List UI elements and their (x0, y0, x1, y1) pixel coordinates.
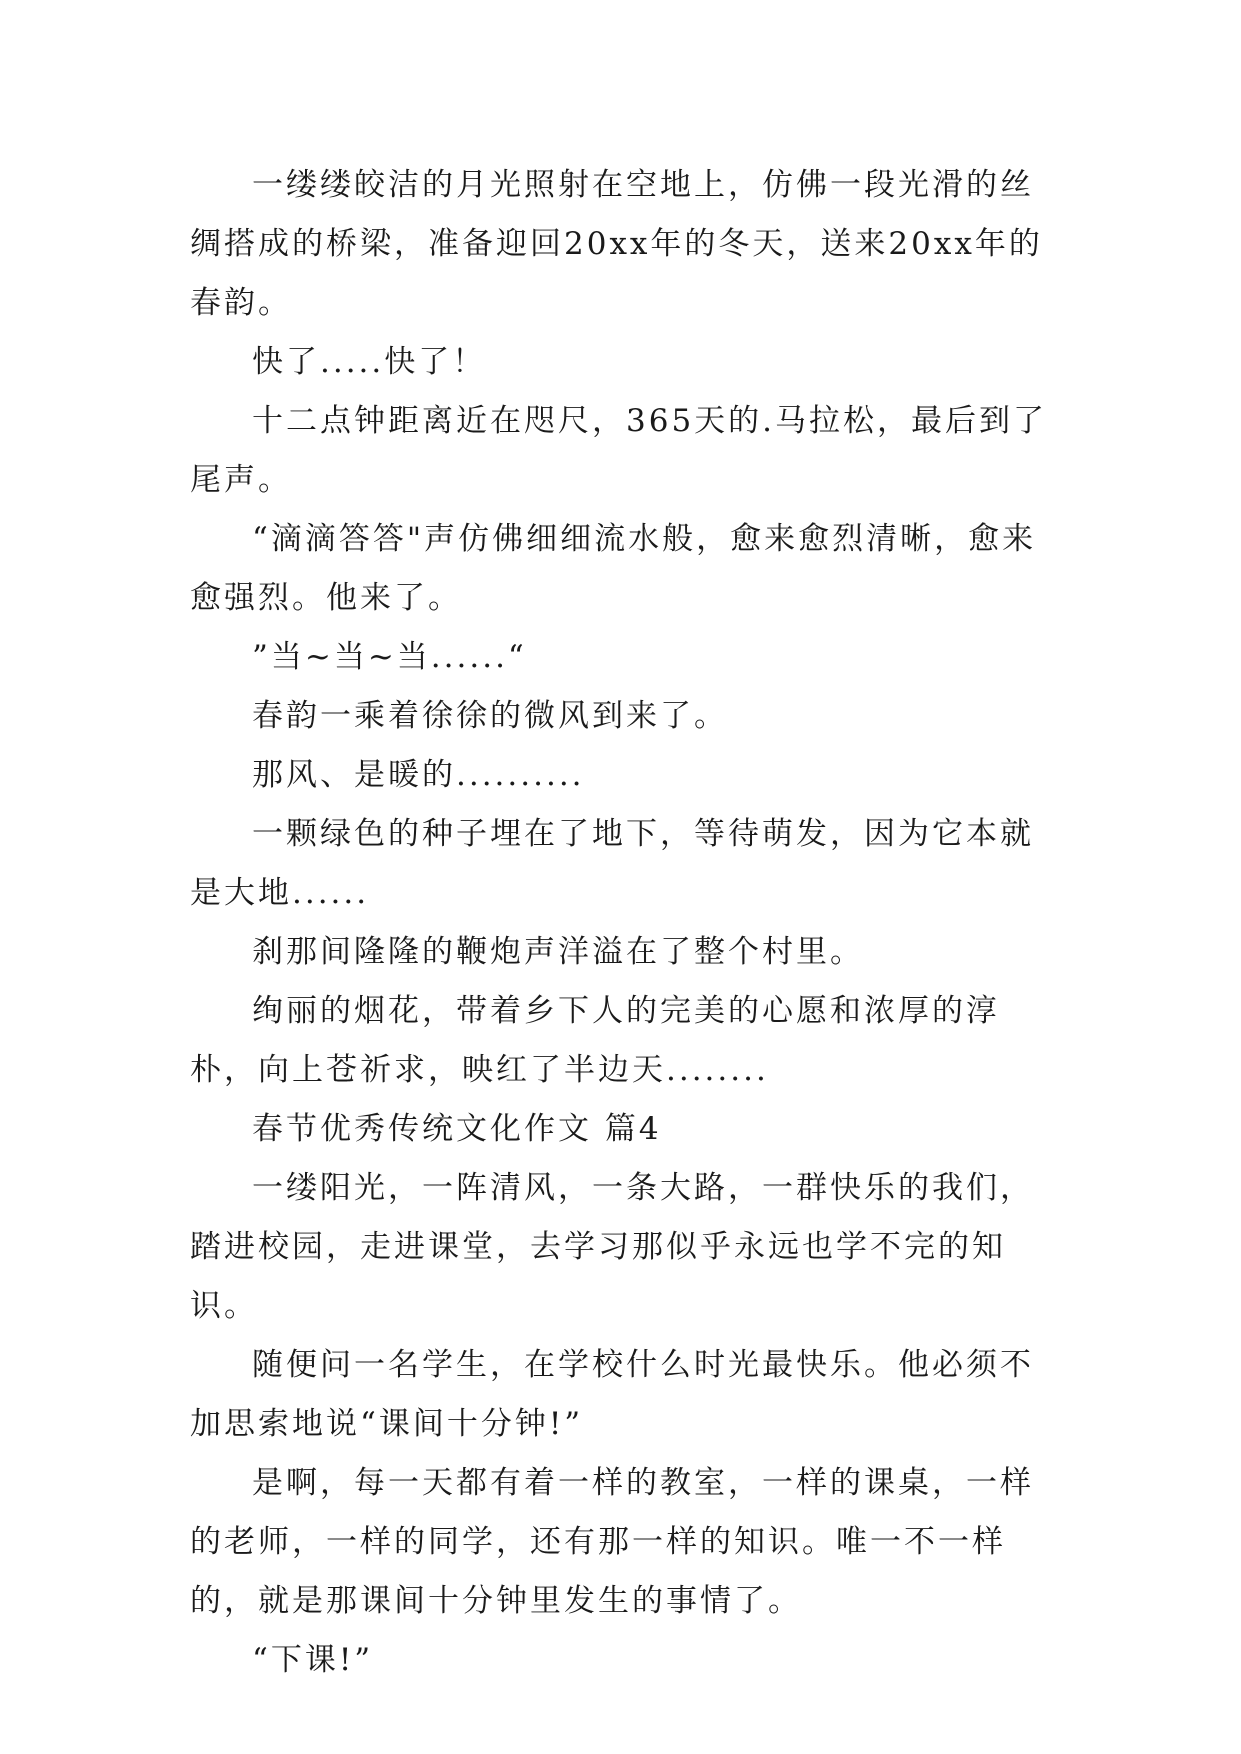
paragraph-soon: 快了.....快了！ (252, 344, 487, 380)
paragraph-midnight: 十二点钟距离近在咫尺，365天的.马拉松，最后到了尾声。 (190, 403, 1048, 498)
paragraph-firecrackers: 刹那间隆隆的鞭炮声洋溢在了整个村里。 (252, 934, 864, 970)
paragraph-spring-arrives: 春韵一乘着徐徐的微风到来了。 (252, 698, 728, 734)
paragraph-everyday: 是啊，每一天都有着一样的教室，一样的课桌，一样的老师，一样的同学，还有那一样的知识。唯一不一样的，就是那课间十分钟里发生的事情了。 (190, 1465, 1034, 1619)
paragraph-question: 随便问一名学生，在学校什么时光最快乐。他必须不加思索地说“课间十分钟!” (190, 1347, 1034, 1442)
paragraph-fireworks: 绚丽的烟花，带着乡下人的完美的心愿和浓厚的淳朴，向上苍祈求，映红了半边天........ (190, 993, 1000, 1088)
paragraph-seed: 一颗绿色的种子埋在了地下，等待萌发，因为它本就是大地...... (190, 816, 1034, 911)
section-heading: 春节优秀传统文化作文 篇4 (252, 1111, 662, 1147)
paragraph-ticking: “滴滴答答"声仿佛细细流水般，愈来愈烈清晰，愈来愈强烈。他来了。 (190, 521, 1037, 616)
paragraph-warm-wind: 那风、是暖的.......... (252, 757, 585, 793)
paragraph-sunlight: 一缕阳光，一阵清风，一条大路，一群快乐的我们，踏进校园，走进课堂，去学习那似乎永远也学不完的知识。 (190, 1170, 1034, 1324)
paragraph-class-dismissed: “下课!” (252, 1642, 374, 1678)
paragraph-bell: ”当~当~当......“ (252, 639, 527, 675)
document-body (190, 156, 1050, 1690)
paragraph-moonlight: 一缕缕皎洁的月光照射在空地上，仿佛一段光滑的丝绸搭成的桥梁，准备迎回20xx年的冬天，送来20xx年的春韵。 (190, 167, 1043, 321)
